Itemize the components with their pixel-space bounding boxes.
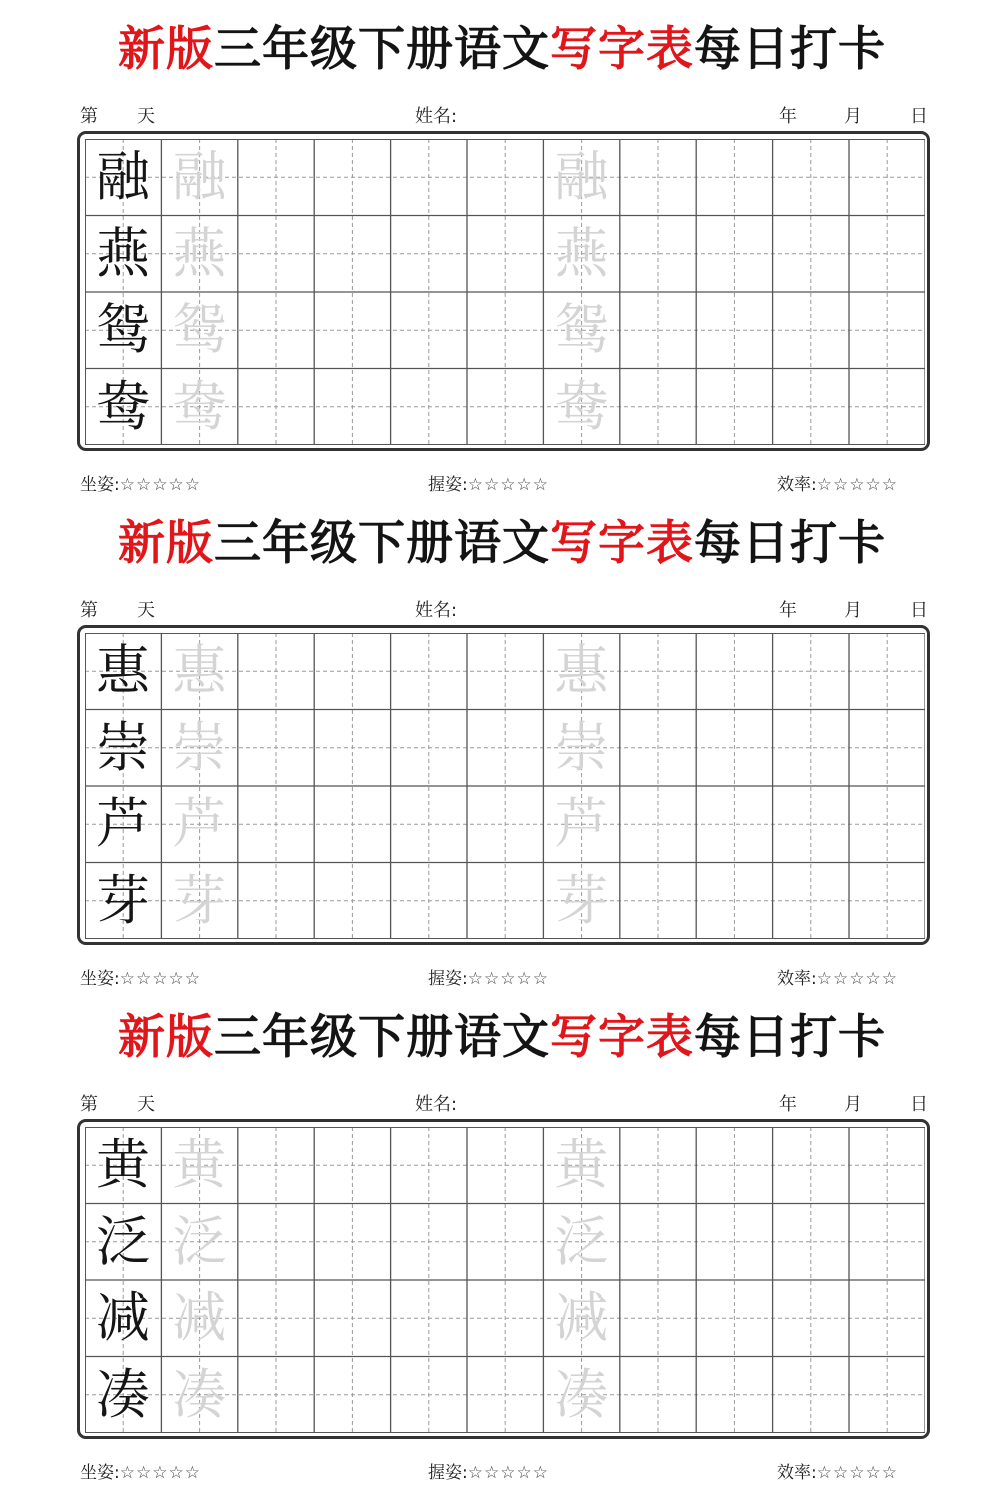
model-character: 融: [96, 145, 150, 208]
grip-stars[interactable]: ☆☆☆☆☆: [467, 475, 549, 495]
rating-row: [80, 1458, 930, 1482]
month-label: 月: [844, 600, 862, 621]
trace-character: 芦: [172, 792, 227, 855]
worksheet-2: [0, 494, 1004, 989]
worksheet-title: [0, 20, 1004, 80]
sitting-stars[interactable]: ☆☆☆☆☆: [119, 969, 201, 989]
day-suffix-label: 天: [137, 106, 155, 127]
trace-character: 融: [172, 145, 227, 208]
efficiency-stars[interactable]: ☆☆☆☆☆: [816, 475, 898, 495]
year-label: 年: [779, 1094, 797, 1115]
grip-stars[interactable]: ☆☆☆☆☆: [467, 969, 549, 989]
trace-character: 融: [554, 145, 609, 208]
trace-character: 泛: [554, 1209, 609, 1273]
day-prefix-label: 第: [80, 106, 98, 127]
name-label: 姓名:: [415, 106, 458, 127]
efficiency-stars[interactable]: ☆☆☆☆☆: [816, 969, 898, 989]
grip-stars[interactable]: ☆☆☆☆☆: [467, 1463, 549, 1483]
year-label: 年: [779, 106, 797, 127]
writing-grid: [85, 1127, 925, 1433]
worksheet-title: [0, 514, 1004, 574]
trace-character: 燕: [172, 221, 227, 285]
trace-character: 崇: [172, 715, 227, 779]
model-character: 芽: [96, 868, 150, 932]
title-part-writing-table: 写字表: [550, 1010, 694, 1065]
name-label: 姓名:: [415, 600, 458, 621]
title-part-writing-table: 写字表: [550, 22, 694, 77]
rating-row: [80, 470, 930, 494]
sitting-rating: [80, 964, 201, 989]
efficiency-label: 效率:: [777, 475, 817, 495]
date-label: 日: [910, 1094, 928, 1115]
trace-character: 泛: [172, 1209, 227, 1273]
trace-character: 鸯: [172, 374, 227, 438]
model-character: 崇: [96, 715, 150, 779]
day-prefix-label: 第: [80, 600, 98, 621]
trace-character: 黄: [554, 1133, 609, 1196]
trace-character: 凑: [554, 1362, 609, 1426]
efficiency-label: 效率:: [777, 969, 817, 989]
sitting-label: 坐姿:: [80, 475, 120, 495]
efficiency-rating: [777, 470, 898, 495]
sitting-stars[interactable]: ☆☆☆☆☆: [119, 475, 201, 495]
writing-grid: [85, 139, 925, 445]
model-character: 黄: [96, 1133, 150, 1196]
title-part-new-edition: 新版: [118, 1010, 214, 1065]
date-label: 日: [910, 600, 928, 621]
model-character: 燕: [96, 221, 150, 285]
model-character: 芦: [96, 792, 150, 855]
trace-character: 惠: [172, 639, 227, 702]
title-part-daily-checkin: 每日打卡: [694, 516, 886, 571]
day-prefix-label: 第: [80, 1094, 98, 1115]
model-character: 鸳: [96, 298, 150, 361]
year-label: 年: [779, 600, 797, 621]
day-suffix-label: 天: [137, 1094, 155, 1115]
trace-character: 黄: [172, 1133, 227, 1196]
sitting-rating: [80, 470, 201, 495]
trace-character: 芦: [554, 792, 609, 855]
grip-label: 握姿:: [428, 475, 468, 495]
worksheet-title: [0, 1008, 1004, 1068]
name-label: 姓名:: [415, 1094, 458, 1115]
title-part-daily-checkin: 每日打卡: [694, 1010, 886, 1065]
trace-character: 鸳: [554, 298, 609, 361]
title-part-daily-checkin: 每日打卡: [694, 22, 886, 77]
trace-character: 凑: [172, 1362, 227, 1426]
model-character: 惠: [96, 639, 150, 702]
title-part-grade: 三年级下册语文: [214, 22, 550, 77]
trace-character: 减: [554, 1286, 609, 1349]
title-part-new-edition: 新版: [118, 22, 214, 77]
sitting-label: 坐姿:: [80, 1463, 120, 1483]
trace-character: 减: [172, 1286, 227, 1349]
title-part-new-edition: 新版: [118, 516, 214, 571]
grip-rating: [428, 964, 549, 989]
trace-character: 鸯: [554, 374, 609, 438]
efficiency-stars[interactable]: ☆☆☆☆☆: [816, 1463, 898, 1483]
efficiency-rating: [777, 964, 898, 989]
worksheet-1: [0, 0, 1004, 495]
trace-character: 惠: [554, 639, 609, 702]
rating-row: [80, 964, 930, 988]
grip-label: 握姿:: [428, 969, 468, 989]
writing-grid: [85, 633, 925, 939]
info-row: [80, 1090, 930, 1114]
grip-label: 握姿:: [428, 1463, 468, 1483]
info-row: [80, 102, 930, 126]
worksheet-3: [0, 988, 1004, 1483]
day-suffix-label: 天: [137, 600, 155, 621]
trace-character: 燕: [554, 221, 609, 285]
efficiency-label: 效率:: [777, 1463, 817, 1483]
efficiency-rating: [777, 1458, 898, 1483]
model-character: 凑: [96, 1362, 150, 1426]
grip-rating: [428, 470, 549, 495]
trace-character: 崇: [554, 715, 609, 779]
model-character: 鸯: [96, 374, 150, 438]
info-row: [80, 596, 930, 620]
date-label: 日: [910, 106, 928, 127]
trace-character: 鸳: [172, 298, 227, 361]
title-part-writing-table: 写字表: [550, 516, 694, 571]
trace-character: 芽: [554, 868, 609, 932]
sitting-rating: [80, 1458, 201, 1483]
sitting-stars[interactable]: ☆☆☆☆☆: [119, 1463, 201, 1483]
month-label: 月: [844, 106, 862, 127]
title-part-grade: 三年级下册语文: [214, 1010, 550, 1065]
sitting-label: 坐姿:: [80, 969, 120, 989]
month-label: 月: [844, 1094, 862, 1115]
trace-character: 芽: [172, 868, 227, 932]
model-character: 减: [96, 1286, 150, 1349]
title-part-grade: 三年级下册语文: [214, 516, 550, 571]
grip-rating: [428, 1458, 549, 1483]
model-character: 泛: [96, 1209, 150, 1273]
